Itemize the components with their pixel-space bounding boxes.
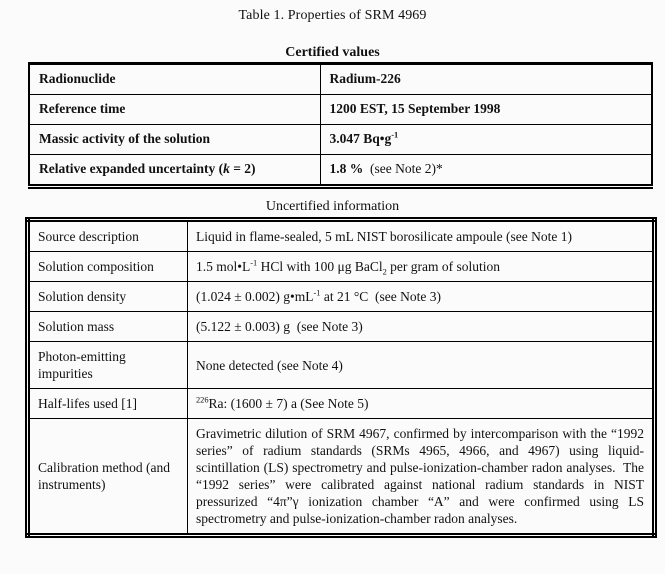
uncertainty-label-post: = 2) [229,161,256,176]
table-row-source-description [28,220,655,252]
certified-values-table [28,62,653,189]
uncertainty-value-bold: 1.8 % [329,161,364,176]
table-row-half-lifes [28,389,655,419]
uncertainty-label [29,155,320,187]
half-lifes-rest: Ra: (1600 ± 7) a (See Note 5) [208,396,369,411]
half-lifes-mass-number: 226 [196,395,209,405]
uncertified-information-table [25,217,657,538]
half-lifes-value [188,389,655,419]
composition-pre: 1.5 mol•L [196,259,251,274]
solution-composition-label: Solution composition [28,252,188,282]
table-row-radionuclide [29,64,652,95]
solution-composition-value [188,252,655,282]
composition-subscript: 2 [382,267,387,277]
density-pre: (1.024 ± 0.002) g•mL [196,289,314,304]
density-post: at 21 °C (see Note 3) [320,289,441,304]
table-row-massic-activity [29,125,652,155]
radionuclide-label: Radionuclide [29,64,320,95]
uncertified-information-heading: Uncertified information [265,199,400,214]
table-row-photon-impurities [28,342,655,389]
table-row-solution-mass [28,312,655,342]
table-row-solution-composition [28,252,655,282]
density-exponent: -1 [313,288,321,298]
radionuclide-value: Radium-226 [320,64,652,95]
table-row-solution-density [28,282,655,312]
uncertainty-label-pre: Relative expanded uncertainty ( [39,161,224,176]
solution-density-label: Solution density [28,282,188,312]
source-description-value: Liquid in flame-sealed, 5 mL NIST borosilicate ampoule (see Note 1) [188,220,655,252]
half-lifes-label: Half-lifes used [1] [28,389,188,419]
massic-activity-label: Massic activity of the solution [29,125,320,155]
composition-exponent: -1 [250,258,258,268]
source-description-label: Source description [28,220,188,252]
massic-activity-exponent: -1 [391,130,399,140]
solution-mass-label: Solution mass [28,312,188,342]
table-title: Table 1. Properties of SRM 4969 [238,8,427,23]
uncertainty-value-note: (see Note 2)* [363,161,443,176]
composition-mid: HCl with 100 μg BaCl [257,259,383,274]
massic-activity-value-main: 3.047 Bq•g [329,131,392,146]
table-row-uncertainty [29,155,652,187]
calibration-label: Calibration method (and instruments) [28,419,188,536]
reference-time-value: 1200 EST, 15 September 1998 [320,95,652,125]
calibration-value: Gravimetric dilution of SRM 4967, confirmed by intercomparison with the “1992 series” of radium standards (SRMs 4965, 4966, and 4967) using liquid-scintillation (LS) spectrometry and pulse-ionization-chamber radon analyses. The “1992 series” were calibrated against national radium standards in NIST pressurized “4π”γ ionization chamber “A” and were confirmed using LS spectrometry and pulse-ionization-chamber radon analyses. [188,419,655,536]
photon-impurities-label: Photon-emitting impurities [28,342,188,389]
table-row-reference-time [29,95,652,125]
composition-post: per gram of solution [386,259,500,274]
solution-density-value [188,282,655,312]
certified-values-heading: Certified values [285,45,380,60]
massic-activity-value [320,125,652,155]
uncertainty-value [320,155,652,187]
reference-time-label: Reference time [29,95,320,125]
table-row-calibration [28,419,655,536]
photon-impurities-value: None detected (see Note 4) [188,342,655,389]
uncertainty-k-symbol: k [223,161,230,176]
solution-mass-value: (5.122 ± 0.003) g (see Note 3) [188,312,655,342]
